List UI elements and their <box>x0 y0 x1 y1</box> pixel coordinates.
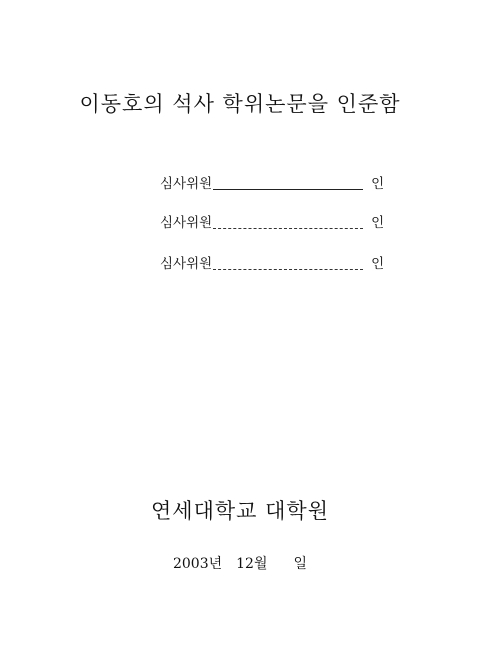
signature-label: 심사위원 <box>160 256 213 272</box>
signature-line <box>213 188 363 190</box>
date-year: 2003년 <box>172 556 223 572</box>
page-title: 이동호의 석사 학위논문을 인준함 <box>79 92 401 116</box>
signature-label: 심사위원 <box>160 215 213 231</box>
signature-row <box>160 252 384 272</box>
date-line <box>0 553 480 573</box>
date-month: 12월 <box>236 556 268 572</box>
signature-seal: 인 <box>371 176 385 192</box>
signature-row <box>160 211 384 231</box>
signature-line <box>213 268 363 270</box>
signature-seal: 인 <box>371 215 385 231</box>
date-day: 일 <box>293 556 308 572</box>
signature-seal: 인 <box>371 256 385 272</box>
university-name: 연세대학교 대학원 <box>151 499 329 523</box>
signature-row <box>160 172 384 192</box>
signature-line <box>213 227 363 229</box>
signature-label: 심사위원 <box>160 176 213 192</box>
